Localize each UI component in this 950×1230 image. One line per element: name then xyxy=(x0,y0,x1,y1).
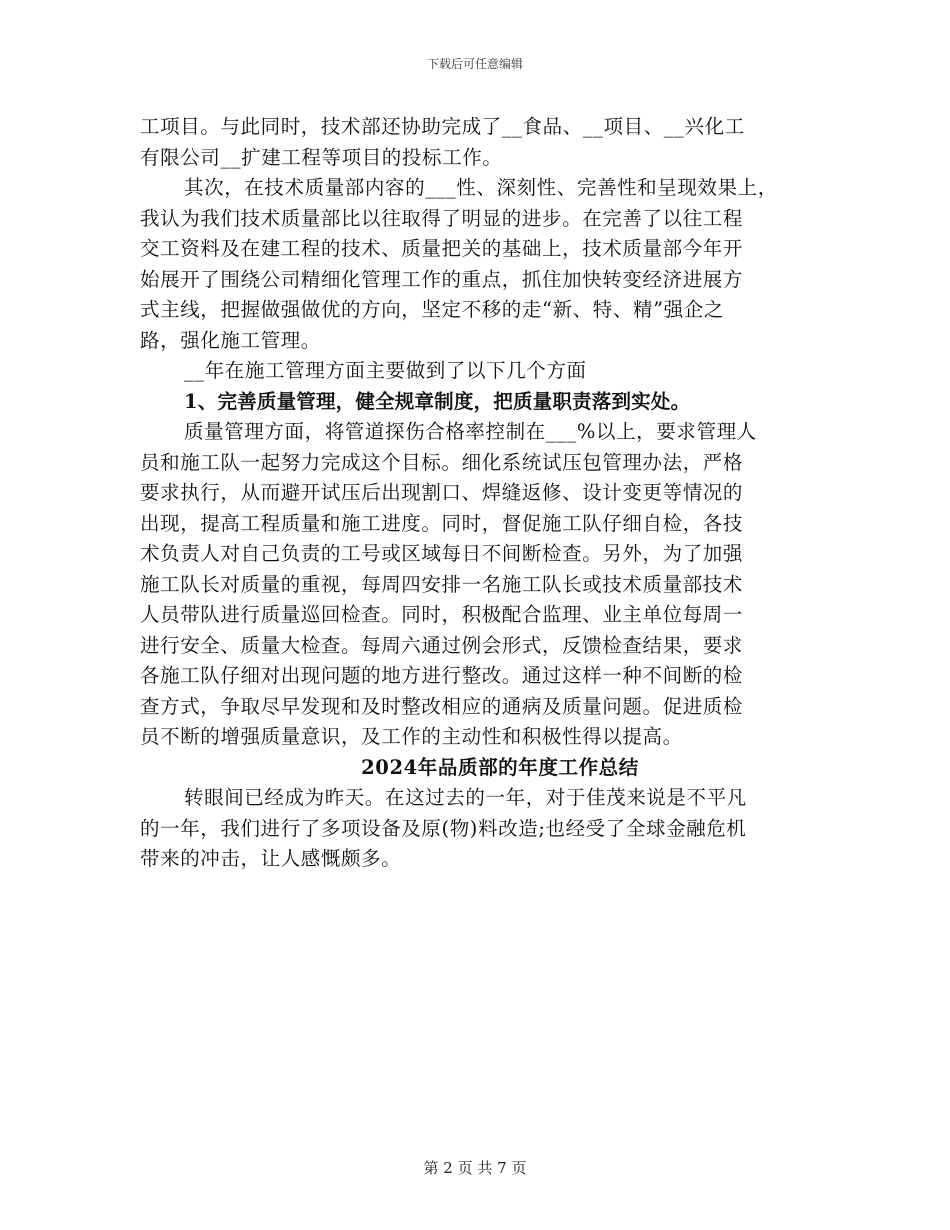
paragraph-line: __年在施工管理方面主要做到了以下几个方面 xyxy=(184,359,587,382)
paragraph-line: 出现，提高工程质量和施工进度。同时，督促施工队仔细自检，各技 xyxy=(140,511,744,535)
page-number: 第 2 页 共 7 页 xyxy=(423,1159,527,1177)
paragraph-line: 始展开了围绕公司精细化管理工作的重点，抓住加快转变经济进展方 xyxy=(140,267,744,291)
paragraph-line: 有限公司__扩建工程等项目的投标工作。 xyxy=(140,145,503,169)
paragraph-line: 查方式，争取尽早发现和及时整改相应的通病及质量问题。促进质检 xyxy=(140,694,744,718)
paragraph-line: 我认为我们技术质量部比以往取得了明显的进步。在完善了以往工程 xyxy=(140,206,744,230)
paragraph-line: 要求执行，从而避开试压后出现割口、焊缝返修、设计变更等情况的 xyxy=(140,481,744,504)
paragraph-line: 式主线，把握做强做优的方向，坚定不移的走“新、特、精”强企之 xyxy=(140,298,724,321)
paragraph-line: 施工队长对质量的重视，每周四安排一名施工队长或技术质量部技术 xyxy=(140,572,744,596)
paragraph-line: 带来的冲击，让人感慨颇多。 xyxy=(140,847,402,870)
paragraph-line: 进行安全、质量大检查。每周六通过例会形式，反馈检查结果，要求 xyxy=(140,633,744,657)
paragraph-line: 工项目。与此同时，技术部还协助完成了__食品、__项目、__兴化工 xyxy=(140,115,745,138)
header-note: 下载后可任意编辑 xyxy=(426,57,523,71)
paragraph-line: 转眼间已经成为昨天。在这过去的一年，对于佳茂来说是不平凡 xyxy=(184,786,747,809)
paragraph-line: 术负责人对自己负责的工号或区域每日不间断检查。另外，为了加强 xyxy=(140,542,744,565)
document-title: 2024年品质部的年度工作总结 xyxy=(361,755,639,779)
paragraph-line: 交工资料及在建工程的技术、质量把关的基础上，技术质量部今年开 xyxy=(140,237,744,260)
paragraph-line: 人员带队进行质量巡回检查。同时，积极配合监理、业主单位每周一 xyxy=(140,603,744,626)
paragraph-line: 其次，在技术质量部内容的___性、深刻性、完善性和呈现效果上， xyxy=(184,176,778,199)
paragraph-line: 的一年，我们进行了多项设备及原(物)料改造;也经受了全球金融危机 xyxy=(140,816,747,840)
paragraph-line: 各施工队仔细对出现问题的地方进行整改。通过这样一种不间断的检 xyxy=(140,664,744,687)
paragraph-line: 质量管理方面，将管道探伤合格率控制在___%以上，要求管理人 xyxy=(184,420,757,443)
section-heading: 1、完善质量管理，健全规章制度，把质量职责落到实处。 xyxy=(184,389,691,413)
paragraph-line: 员和施工队一起努力完成这个目标。细化系统试压包管理办法，严格 xyxy=(140,450,744,474)
paragraph-line: 路，强化施工管理。 xyxy=(140,328,321,352)
paragraph-line: 员不断的增强质量意识，及工作的主动性和积极性得以提高。 xyxy=(140,725,683,748)
document-body xyxy=(140,112,820,875)
